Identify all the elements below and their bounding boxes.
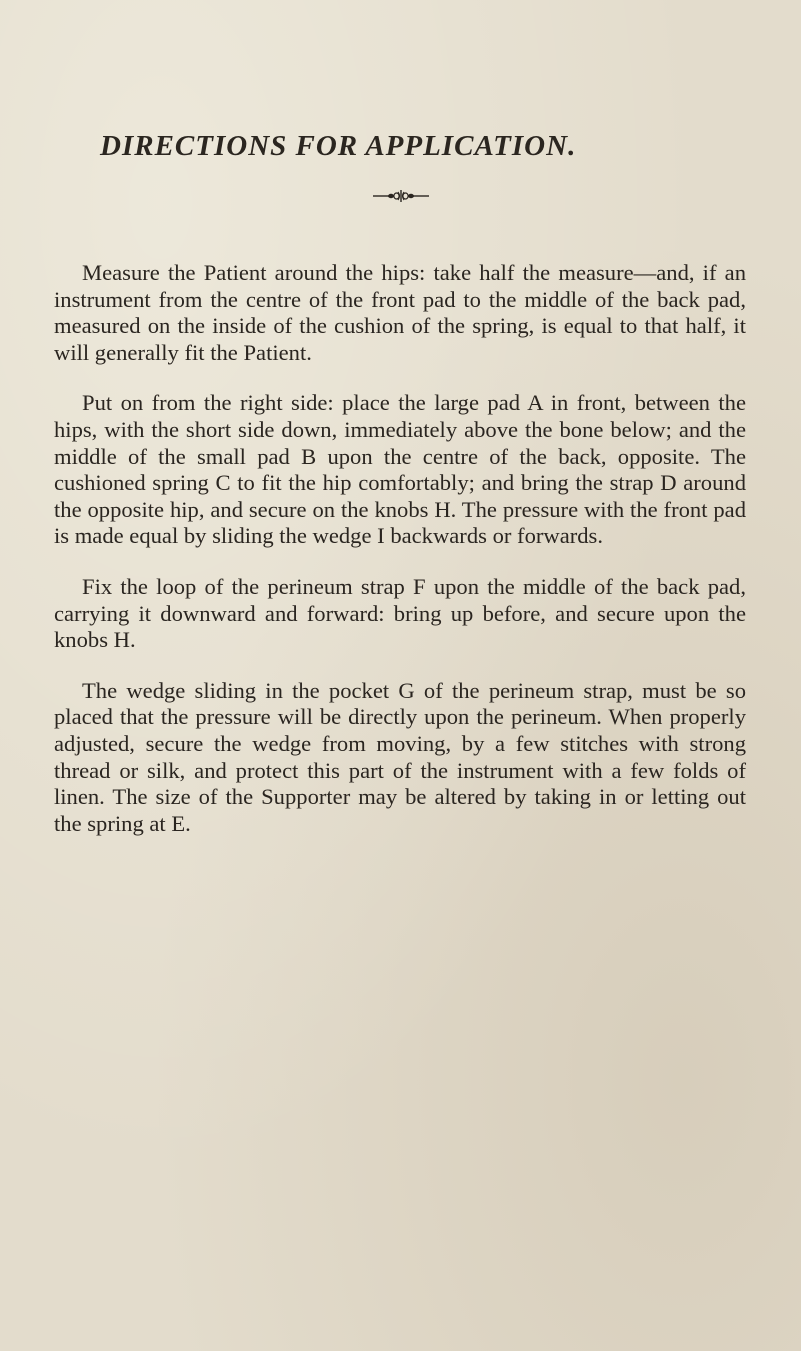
paragraph-put-on: Put on from the right side: place the large pad A in front, between the hips, with the short side down, immediately above the bone below; and the middle of the small pad B upon the centre of the back, opposite. The cushioned spring C to fit the hip comfortably; and bring the strap D around the opposite hip, and secure on the knobs H. The pressure with the front pad is made equal by sliding the wedge I backwards or forwards. — [54, 390, 746, 549]
paragraph-measure: Measure the Patient around the hips: take half the measure—and, if an instrument from the centre of the front pad to the middle of the back pad, measured on the inside of the cushion of the spring, is equal to that half, it will generally fit the Patient. — [54, 260, 746, 365]
printers-ornament-icon — [371, 189, 431, 203]
paragraph-perineum-strap: Fix the loop of the perineum strap F upon the middle of the back pad, carrying it downward and forward: bring up before, and secure upon the knobs H. — [54, 573, 746, 653]
body-text — [54, 260, 746, 861]
paragraph-wedge: The wedge sliding in the pocket G of the perineum strap, must be so placed that the pressure will be directly upon the perineum. When properly adjusted, secure the wedge from moving, by a few stitches with strong thread or silk, and protect this part of the instrument with a few folds of linen. The size of the Supporter may be altered by taking in or letting out the spring at E. — [54, 677, 746, 836]
page-title: DIRECTIONS FOR APPLICATION. — [100, 130, 577, 162]
